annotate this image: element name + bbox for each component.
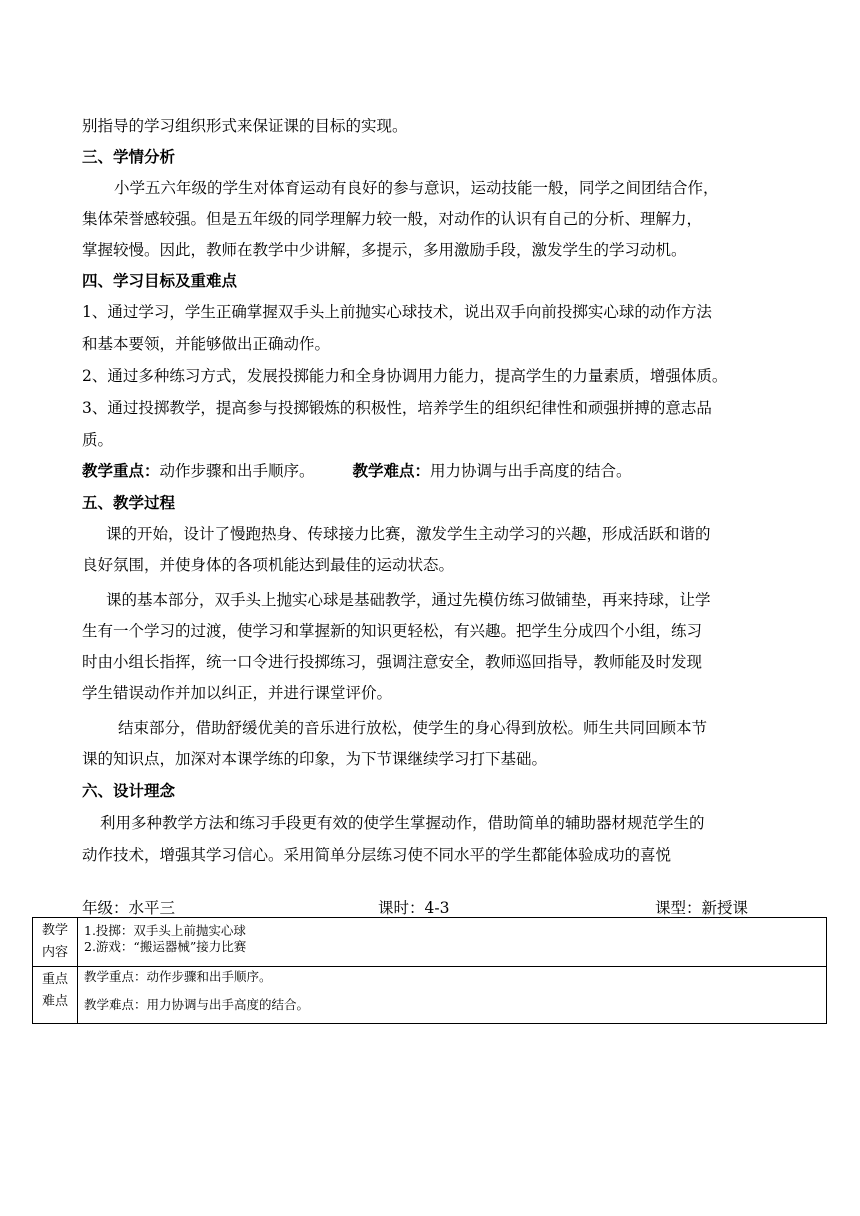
difficult-point-label: 教学难点： [352,461,431,480]
objective-1-line: 1、通过学习，学生正确掌握双手头上前抛实心球技术，说出双手向前投掷实心球的动作方法 [82,303,712,321]
objective-2-line: 2、通过多种练习方式，发展投掷能力和全身协调用力能力，提高学生的力量素质，增强体质。 [82,367,728,385]
label-line: 难点 [41,994,68,1009]
period-label: 课时：4-3 [378,899,450,917]
key-point-label: 教学重点： [82,461,160,480]
content-item: 教学难点：用力协调与出手高度的结合。 [84,997,310,1012]
section-heading-learner-analysis: 三、学情分析 [82,147,176,166]
paragraph-line: 课的知识点，加深对本课学练的印象，为下节课继续学习打下基础。 [82,750,548,768]
section-heading-design-concept: 六、设计理念 [82,781,176,800]
label-line: 内容 [41,945,68,960]
row-label-teaching-content [33,918,78,967]
table-row-key-points [33,967,827,1024]
objective-3-line: 3、通过投掷教学，提高参与投掷锻炼的积极性，培养学生的组织纪律性和顽强拼搏的意志品 [82,399,712,417]
table-row-content [33,918,827,967]
key-difficult-points [82,461,782,481]
objective-1-line: 和基本要领，并能够做出正确动作。 [82,335,331,353]
key-point-text: 动作步骤和出手顺序。 [159,462,315,480]
paragraph-line: 生有一个学习的过渡，使学习和掌握新的知识更轻松，有兴趣。把学生分成四个小组，练习 [82,622,703,640]
paragraph-line: 良好氛围，并使身体的各项机能达到最佳的运动状态。 [82,556,455,574]
label-line: 重点 [41,972,68,987]
paragraph-line: 时由小组长指挥，统一口令进行投掷练习，强调注意安全，教师巡回指导，教师能及时发现 [82,653,703,671]
paragraph-line: 动作技术，增强其学习信心。采用简单分层练习使不同水平的学生都能体验成功的喜悦 [82,846,672,864]
teaching-content-cell [78,918,827,967]
content-item: 2.游戏：“搬运器械”接力比赛 [84,939,247,954]
paragraph-line: 课的开始，设计了慢跑热身、传球接力比赛，激发学生主动学习的兴趣，形成活跃和谐的 [106,525,711,543]
lesson-info-table [32,917,827,1024]
paragraph-line: 掌握较慢。因此，教师在教学中少讲解，多提示，多用激励手段，激发学生的学习动机。 [82,241,687,259]
difficult-point-text: 用力协调与出手高度的结合。 [430,462,632,480]
lesson-type-label: 课型：新授课 [655,899,749,917]
paragraph-line: 小学五六年级的学生对体育运动有良好的参与意识，运动技能一般，同学之间团结合作， [114,179,719,197]
paragraph-line: 结束部分，借助舒缓优美的音乐进行放松，使学生的身心得到放松。师生共同回顾本节 [118,719,708,737]
row-label-key-difficult [33,967,78,1024]
grade-label: 年级：水平三 [82,899,176,917]
objective-3-line: 质。 [82,431,114,449]
label-line: 教学 [41,923,68,938]
content-item: 教学重点：动作步骤和出手顺序。 [84,969,272,984]
paragraph-line: 学生错误动作并加以纠正，并进行课堂评价。 [82,684,393,702]
paragraph-line: 利用多种教学方法和练习手段更有效的使学生掌握动作，借助简单的辅助器材规范学生的 [100,814,705,832]
paragraph-line: 课的基本部分，双手头上抛实心球是基础教学，通过先模仿练习做铺垫，再来持球，让学 [106,591,711,609]
paragraph-line: 别指导的学习组织形式来保证课的目标的实现。 [82,117,408,135]
section-heading-objectives: 四、学习目标及重难点 [82,271,238,290]
key-difficult-cell [78,967,827,1024]
section-heading-teaching-process: 五、教学过程 [82,493,176,512]
paragraph-line: 集体荣誉感较强。但是五年级的同学理解力较一般，对动作的认识有自己的分析、理解力， [82,210,703,228]
content-item: 1.投掷：双手头上前抛实心球 [84,923,246,938]
